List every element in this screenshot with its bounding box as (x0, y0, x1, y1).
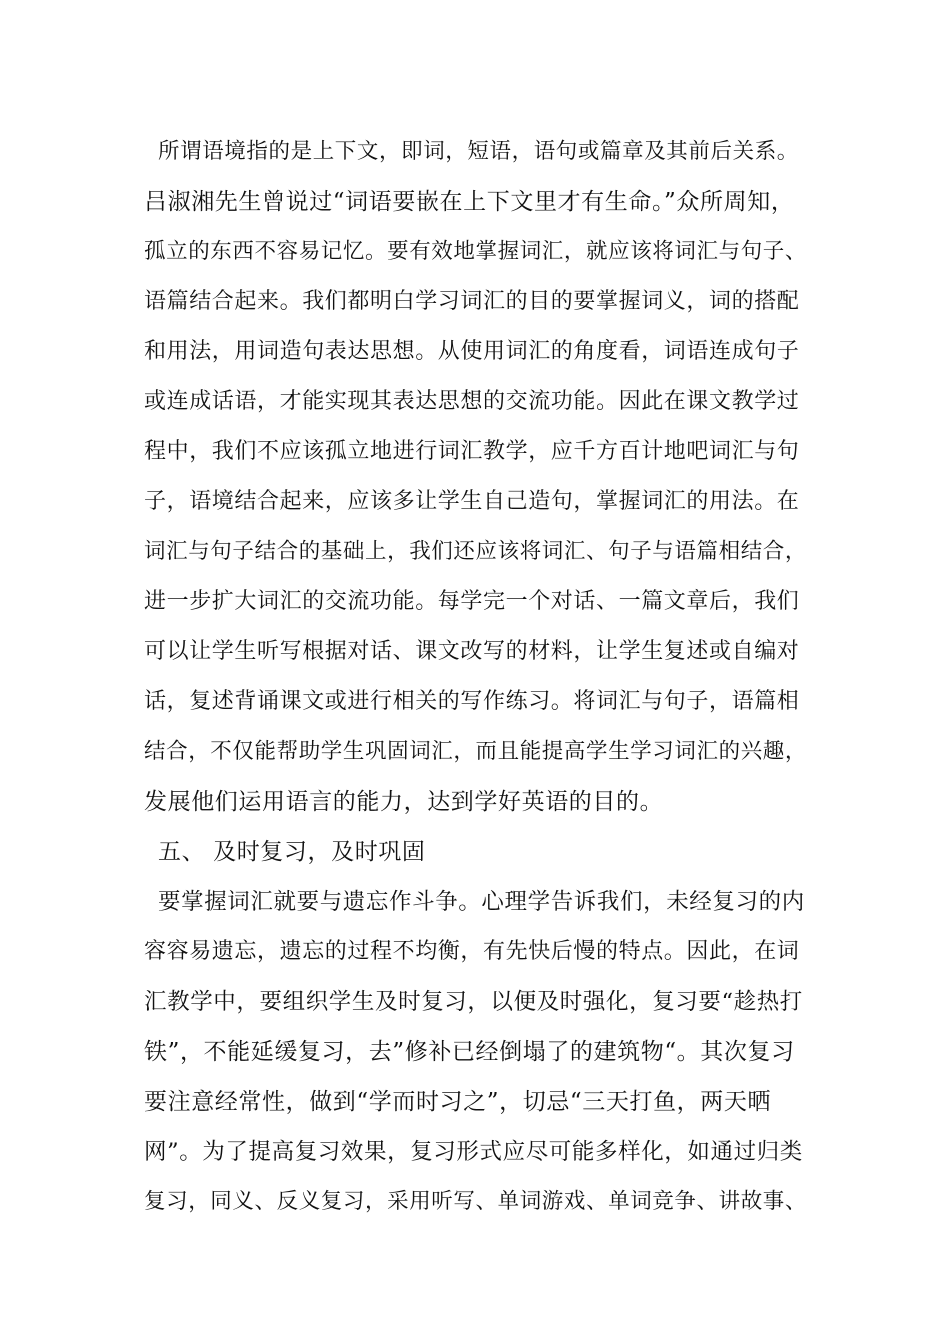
paragraph-line: 程中，我们不应该孤立地进行词汇教学，应千方百计地吧词汇与句 (144, 439, 800, 464)
paragraph-line: 和用法，用词造句表达思想。从使用词汇的角度看，词语连成句子 (144, 339, 800, 364)
paragraph-line: 或连成话语，才能实现其表达思想的交流功能。因此在课文教学过 (144, 389, 800, 414)
paragraph-line: 要注意经常性，做到“学而时习之”，切忌“三天打鱼，两天晒 (144, 1089, 772, 1115)
paragraph-line: 容容易遗忘，遗忘的过程不均衡，有先快后慢的特点。因此，在词 (144, 939, 800, 964)
paragraph-line: 网”。为了提高复习效果，复习形式应尽可能多样化，如通过归类 (144, 1139, 803, 1165)
paragraph-line: 可以让学生听写根据对话、课文改写的材料，让学生复述或自编对 (144, 639, 800, 664)
paragraph-line: 语篇结合起来。我们都明白学习词汇的目的要掌握词义，词的搭配 (144, 289, 800, 314)
paragraph-line: 要掌握词汇就要与遗忘作斗争。心理学告诉我们，未经复习的内 (158, 889, 805, 915)
paragraph-line: 孤立的东西不容易记忆。要有效地掌握词汇，就应该将词汇与句子、 (144, 239, 808, 264)
paragraph-line: 子，语境结合起来，应该多让学生自己造句，掌握词汇的用法。在 (144, 489, 800, 514)
paragraph-line: 铁”，不能延缓复习，去”修补已经倒塌了的建筑物“。其次复习 (144, 1039, 795, 1065)
paragraph-line: 词汇与句子结合的基础上，我们还应该将词汇、句子与语篇相结合， (144, 539, 808, 564)
paragraph-line: 进一步扩大词汇的交流功能。每学完一个对话、一篇文章后，我们 (144, 589, 800, 614)
paragraph-line: 结合，不仅能帮助学生巩固词汇，而且能提高学生学习词汇的兴趣， (144, 739, 808, 764)
section-heading: 五、 及时复习，及时巩固 (158, 839, 426, 865)
paragraph-line: 发展他们运用语言的能力，达到学好英语的目的。 (144, 789, 664, 815)
paragraph-line: 汇教学中，要组织学生及时复习，以便及时强化，复习要“趁热打 (144, 989, 803, 1015)
paragraph-line: 吕淑湘先生曾说过“词语要嵌在上下文里才有生命。”众所周知， (144, 189, 795, 215)
paragraph-line: 话，复述背诵课文或进行相关的写作练习。将词汇与句子，语篇相 (144, 689, 800, 714)
paragraph-line: 所谓语境指的是上下文，即词，短语，语句或篇章及其前后关系。 (158, 139, 799, 164)
paragraph-line: 复习，同义、反义复习，采用听写、单词游戏、单词竞争、讲故事、 (144, 1189, 808, 1214)
